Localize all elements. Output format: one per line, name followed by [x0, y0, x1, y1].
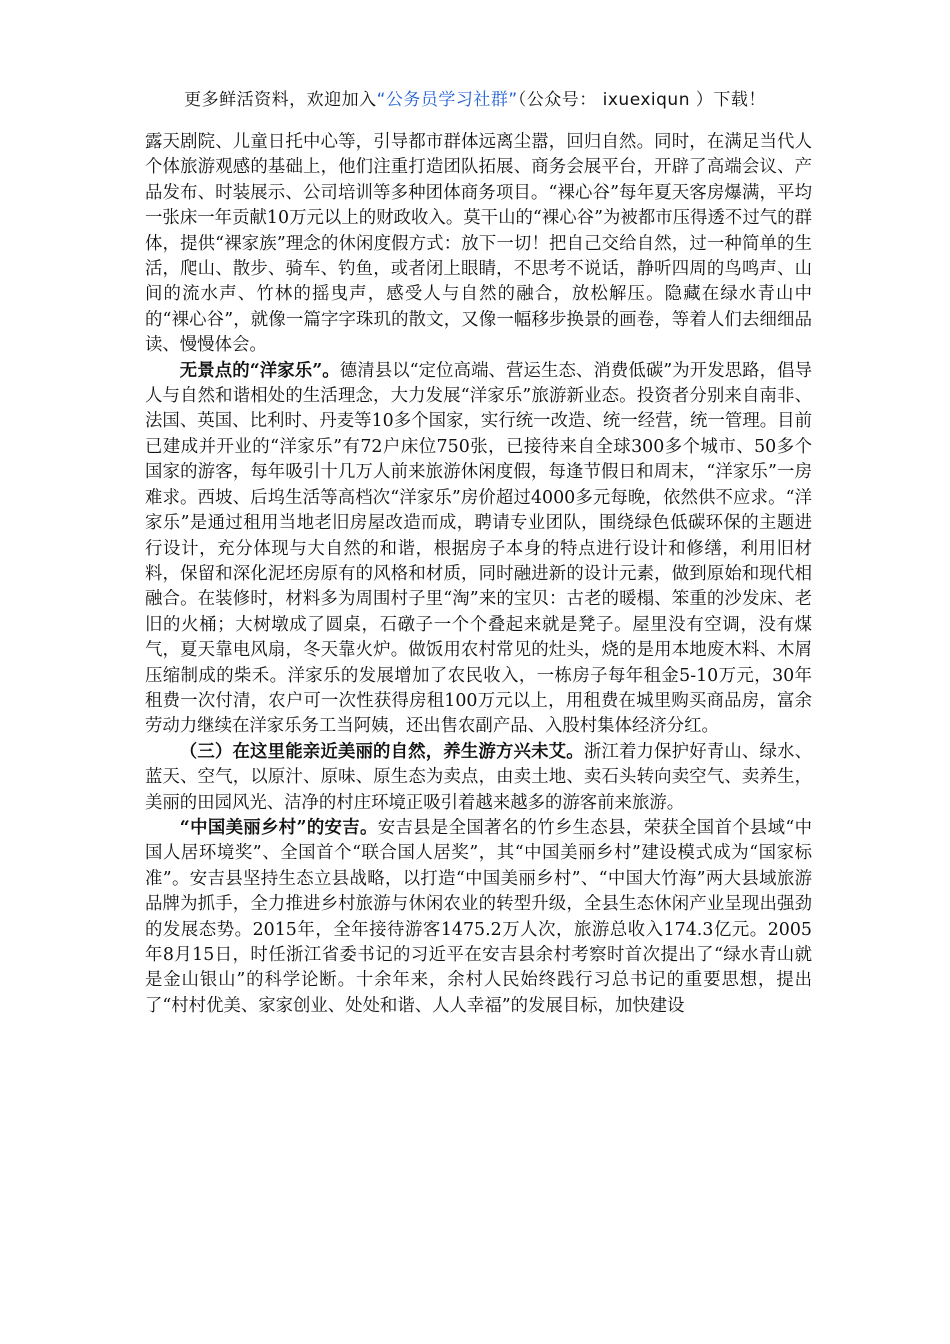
paragraph-continuation	[145, 130, 812, 359]
paragraph-text: 安吉县是全国著名的竹乡生态县，荣获全国首个县域“中国人居环境奖”、全国首个“联合国人居奖”，其“中国美丽乡村”建设模式成为“国家标准”。安吉县坚持生态立县战略，以打造“中国美丽乡村”、“中国大竹海”两大县域旅游品牌为抓手，全力推进乡村旅游与休闲农业的转型升级，全县生态休闲产业呈现出强劲的发展态势。2015年，全年接待游客1475.2万人次，旅游总收入174.3亿元。2005年8月15日，时任浙江省委书记的习近平在安吉县余村考察时首次提出了“绿水青山就是金山银山”的科学论断。十余年来，余村人民始终践行习总书记的重要思想，提出了“村村优美、家家创业、处处和谐、人人幸福”的发展目标，加快建设	[145, 817, 812, 1016]
paragraph-text: 浙江着力保护好青山、绿水、蓝天、空气，以原汁、原味、原生态为卖点，由卖土地、卖石头转向卖空气、卖养生，美丽的田园风光、洁净的村庄环境正吸引着越来越多的游客前来旅游。	[145, 741, 812, 813]
document-body	[145, 130, 812, 1019]
header-prefix: 更多鲜活资料，欢迎加入	[184, 90, 377, 110]
header-group-name: “公务员学习社群”	[376, 90, 518, 110]
paragraph-lead: “中国美丽乡村”的安吉。	[179, 817, 378, 838]
paragraph-yangjiale	[145, 359, 812, 740]
paragraph-lead: （三）在这里能亲近美丽的自然，养生游方兴未艾。	[179, 741, 584, 762]
paragraph-text: 德清县以“定位高端、营运生态、消费低碳”为开发思路，倡导人与自然和谐相处的生活理念，大力发展“洋家乐”旅游新业态。投资者分别来自南非、法国、英国、比利时、丹麦等10多个国家，实行统一改造、统一经营，统一管理。目前已建成并开业的“洋家乐”有72户床位750张，已接待来自全球300多个城市、50多个国家的游客，每年吸引十几万人前来旅游休闲度假，每逢节假日和周末，“洋家乐”一房难求。西坡、后坞生活等高档次“洋家乐”房价超过4000多元每晚，依然供不应求。“洋家乐”是通过租用当地老旧房屋改造而成，聘请专业团队，围绕绿色低碳环保的主题进行设计，充分体现与大自然的和谐，根据房子本身的特点进行设计和修缮，利用旧材料，保留和深化泥坯房原有的风格和材质，同时融进新的设计元素，做到原始和现代相融合。在装修时，材料多为周围村子里“淘”来的宝贝：古老的暖榻、笨重的沙发床、老旧的火桶；大树墩成了圆桌，石礅子一个个叠起来就是凳子。屋里没有空调，没有煤气，夏天靠电风扇，冬天靠火炉。做饭用农村常见的灶头，烧的是用本地废木料、木屑压缩制成的柴禾。洋家乐的发展增加了农民收入，一栋房子每年租金5-10万元，30年租费一次付清，农户可一次性获得房租100万元以上，用租费在城里购买商品房，富余劳动力继续在洋家乐务工当阿姨，还出售农副产品、入股村集体经济分红。	[145, 360, 812, 737]
paragraph-anji	[145, 816, 812, 1019]
paragraph-section-three	[145, 740, 812, 816]
page-header	[0, 88, 950, 112]
header-suffix: （公众号： ixuexiqun ）下载！	[517, 90, 766, 110]
paragraph-text: 露天剧院、儿童日托中心等，引导都市群体远离尘嚣，回归自然。同时，在满足当代人个体旅游观感的基础上，他们注重打造团队拓展、商务会展平台，开辟了高端会议、产品发布、时装展示、公司培训等多种团体商务项目。“裸心谷”每年夏天客房爆满，平均一张床一年贡献10万元以上的财政收入。莫干山的“裸心谷”为被都市压得透不过气的群体，提供“裸家族”理念的休闲度假方式：放下一切！把自己交给自然，过一种简单的生活，爬山、散步、骑车、钓鱼，或者闭上眼睛，不思考不说话，静听四周的鸟鸣声、山间的流水声、竹林的摇曳声，感受人与自然的融合，放松解压。隐藏在绿水青山中的“裸心谷”，就像一篇字字珠玑的散文，又像一幅移步换景的画卷，等着人们去细细品读、慢慢体会。	[145, 132, 812, 356]
paragraph-lead: 无景点的“洋家乐”。	[179, 360, 340, 381]
